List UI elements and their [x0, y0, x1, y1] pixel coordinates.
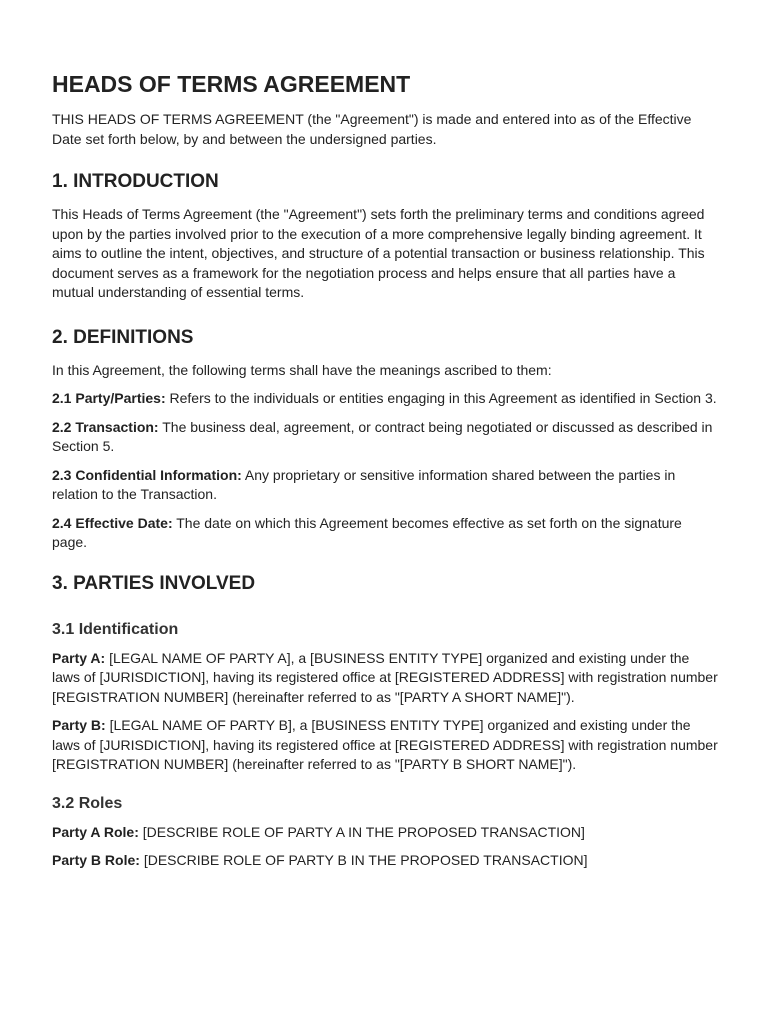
party-paragraph — [52, 649, 720, 708]
party-paragraph — [52, 716, 720, 775]
definition-item — [52, 389, 720, 409]
role-text: [DESCRIBE ROLE OF PARTY A IN THE PROPOSED TRANSACTION] — [142, 823, 585, 840]
definition-text: The business deal, agreement, or contract being negotiated or discussed as described in Section 5. — [52, 418, 713, 454]
definition-text: Refers to the individuals or entities engaging in this Agreement as identified in Section 3. — [169, 390, 717, 406]
section-heading-parties: 3. PARTIES INVOLVED — [52, 572, 256, 594]
role-label: Party B Role: — [52, 852, 140, 868]
intro-paragraph: THIS HEADS OF TERMS AGREEMENT (the "Agreement") is made and entered into as of the Effective Date set forth below, by and between the undersigned parties. — [52, 111, 692, 147]
party-text: [LEGAL NAME OF PARTY B], a [BUSINESS ENTITY TYPE] organized and existing under the laws of [JURISDICTION], having its registered office at [REGISTERED ADDRESS] with registration number [REGISTRATION NUMBER] (hereinafter referred to as "[PARTY B SHORT NAME]"). — [52, 717, 718, 772]
definition-term: 2.1 Party/Parties: — [52, 390, 166, 406]
introduction-paragraph: This Heads of Terms Agreement (the "Agreement") sets forth the preliminary terms and conditions agreed upon by the parties involved prior to the execution of a more comprehensive legally binding agreement. It aims to outline the intent, objectives, and structure of a potential transaction or business relationship. This document serves as a framework for the negotiation process and helps ensure that all parties have a mutual understanding of essential terms. — [52, 206, 705, 300]
role-paragraph — [52, 823, 720, 843]
definition-term: 2.4 Effective Date: — [52, 514, 173, 531]
role-text: [DESCRIBE ROLE OF PARTY B IN THE PROPOSED TRANSACTION] — [143, 852, 588, 868]
definition-item — [52, 466, 720, 505]
party-label: Party B: — [52, 717, 106, 733]
section-heading-definitions: 2. DEFINITIONS — [52, 326, 194, 348]
definitions-lead: In this Agreement, the following terms shall have the meanings ascribed to them: — [52, 361, 552, 378]
definition-term: 2.3 Confidential Information: — [52, 466, 242, 483]
definition-item — [52, 514, 720, 553]
definition-item — [52, 418, 720, 457]
section-heading-introduction: 1. INTRODUCTION — [52, 171, 219, 192]
subsection-heading-roles: 3.2 Roles — [52, 794, 123, 812]
document-title: HEADS OF TERMS AGREEMENT — [52, 71, 411, 97]
role-label: Party A Role: — [52, 823, 139, 840]
role-paragraph — [52, 851, 720, 871]
subsection-heading-identification: 3.1 Identification — [52, 620, 179, 638]
definition-term: 2.2 Transaction: — [52, 418, 159, 435]
party-text: [LEGAL NAME OF PARTY A], a [BUSINESS ENTITY TYPE] organized and existing under the laws of [JURISDICTION], having its registered office at [REGISTERED ADDRESS] with registration number [REGISTRATION NUMBER] (hereinafter referred to as "[PARTY A SHORT NAME]"). — [52, 649, 718, 705]
definition-text: The date on which this Agreement becomes effective as set forth on the signature page. — [52, 514, 682, 550]
party-label: Party A: — [52, 649, 106, 666]
definition-text: Any proprietary or sensitive information shared between the parties in relation to the Transaction. — [52, 466, 676, 502]
